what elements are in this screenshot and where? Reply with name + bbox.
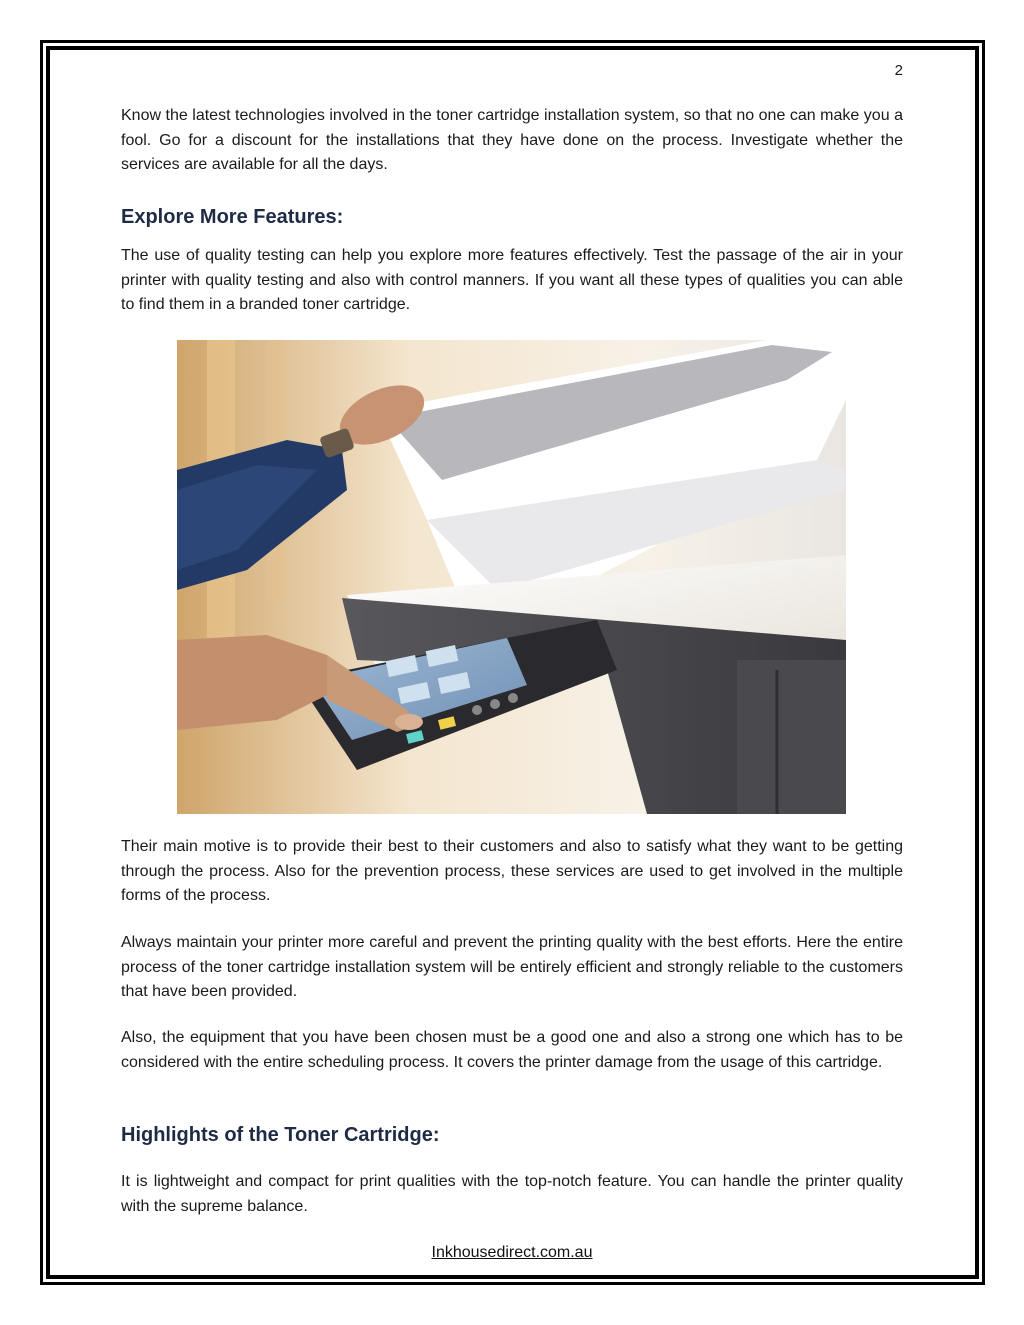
section-heading-explore: Explore More Features: (121, 206, 344, 228)
photo-copier-with-hand-icon (177, 340, 846, 814)
copier-photo (177, 340, 846, 814)
explore-paragraph: The use of quality testing can help you explore more features effectively. Test the passage of the air in your printer with quality testing and also with control manners. If you want all these types of qualities you can able to find them in a branded toner cartridge. (121, 247, 903, 313)
maintain-paragraph: Always maintain your printer more careful and prevent the printing quality with the best efforts. Here the entire process of the toner cartridge installation system will be entirely efficient and strongly reliable to the customers that have been provided. (121, 934, 903, 1000)
motive-paragraph: Their main motive is to provide their best to their customers and also to satisfy what they want to be getting through the process. Also for the prevention process, these services are used to get involved in the multiple forms of the process. (121, 838, 903, 904)
highlights-paragraph: It is lightweight and compact for print qualities with the top-notch feature. You can handle the printer quality with the supreme balance. (121, 1173, 903, 1215)
page-number: 2 (894, 62, 903, 79)
section-heading-highlights: Highlights of the Toner Cartridge: (121, 1124, 440, 1146)
equipment-paragraph: Also, the equipment that you have been chosen must be a good one and also a strong one which has to be considered with the entire scheduling process. It covers the printer damage from the usage of this cartridge. (121, 1029, 903, 1071)
intro-paragraph: Know the latest technologies involved in the toner cartridge installation system, so that no one can make you a fool. Go for a discount for the installations that they have done on the process. Investigate whether the services are available for all the days. (121, 107, 903, 173)
footer-link[interactable]: Inkhousedirect.com.au (431, 1244, 593, 1261)
